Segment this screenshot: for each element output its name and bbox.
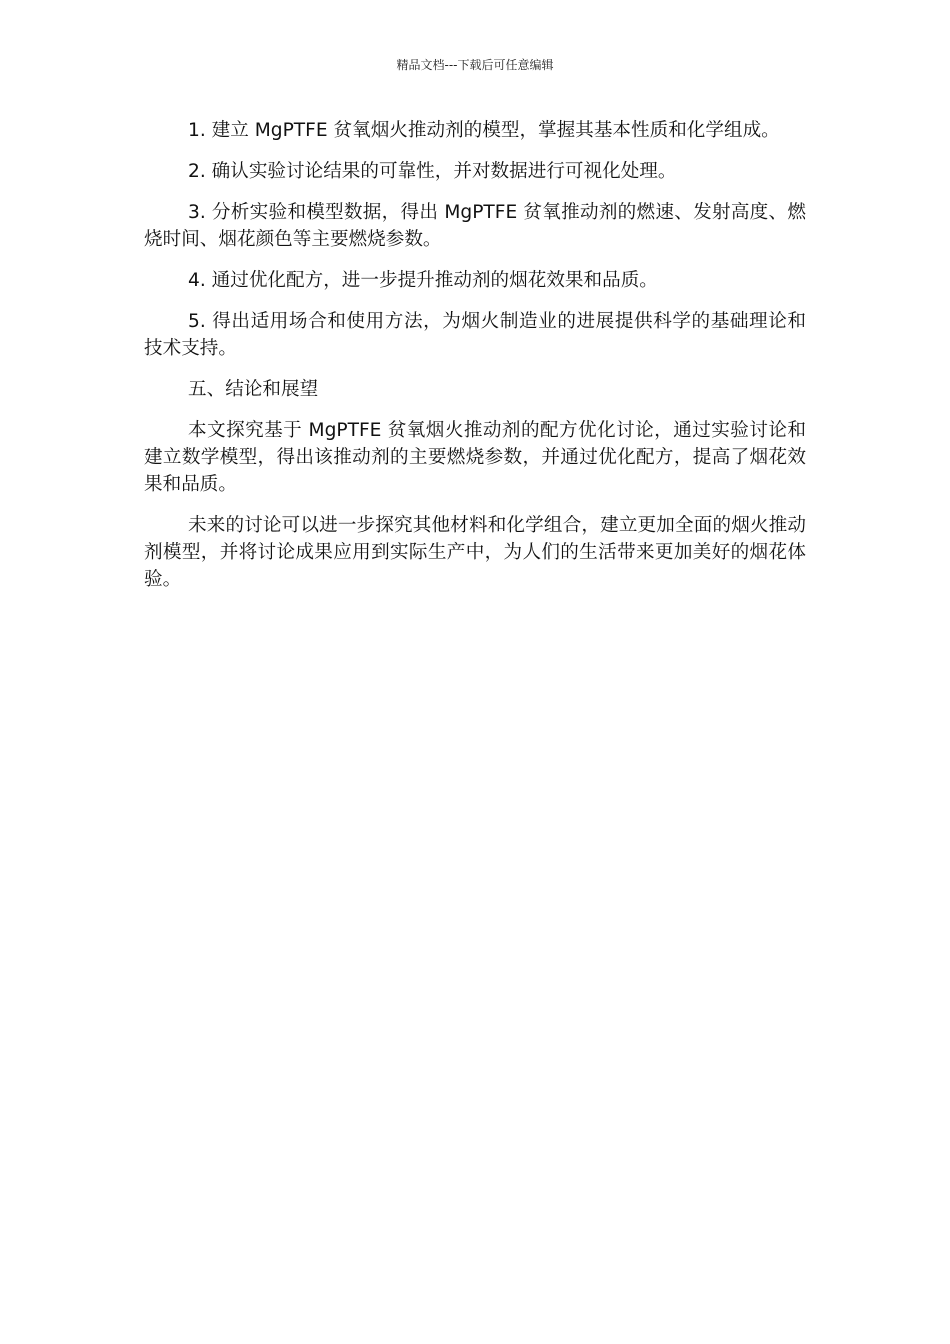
list-item-3: 3. 分析实验和模型数据，得出 MgPTFE 贫氧推动剂的燃速、发射高度、燃烧时间、烟花颜色等主要燃烧参数。 — [144, 202, 806, 250]
list-item-5: 5. 得出适用场合和使用方法，为烟火制造业的进展提供科学的基础理论和技术支持。 — [144, 311, 806, 359]
list-item-4: 4. 通过优化配方，进一步提升推动剂的烟花效果和品质。 — [188, 270, 658, 291]
document-body — [144, 117, 806, 607]
section-heading: 五、结论和展望 — [188, 379, 319, 400]
list-item-1: 1. 建立 MgPTFE 贫氧烟火推动剂的模型，掌握其基本性质和化学组成。 — [188, 120, 780, 141]
list-item-2: 2. 确认实验讨论结果的可靠性，并对数据进行可视化处理。 — [188, 161, 677, 182]
conclusion-paragraph: 本文探究基于 MgPTFE 贫氧烟火推动剂的配方优化讨论，通过实验讨论和建立数学模型，得出该推动剂的主要燃烧参数，并通过优化配方，提高了烟花效果和品质。 — [144, 420, 806, 495]
page-header: 精品文档---下载后可任意编辑 — [396, 58, 554, 72]
outlook-paragraph: 未来的讨论可以进一步探究其他材料和化学组合，建立更加全面的烟火推动剂模型，并将讨论成果应用到实际生产中，为人们的生活带来更加美好的烟花体验。 — [144, 515, 806, 590]
